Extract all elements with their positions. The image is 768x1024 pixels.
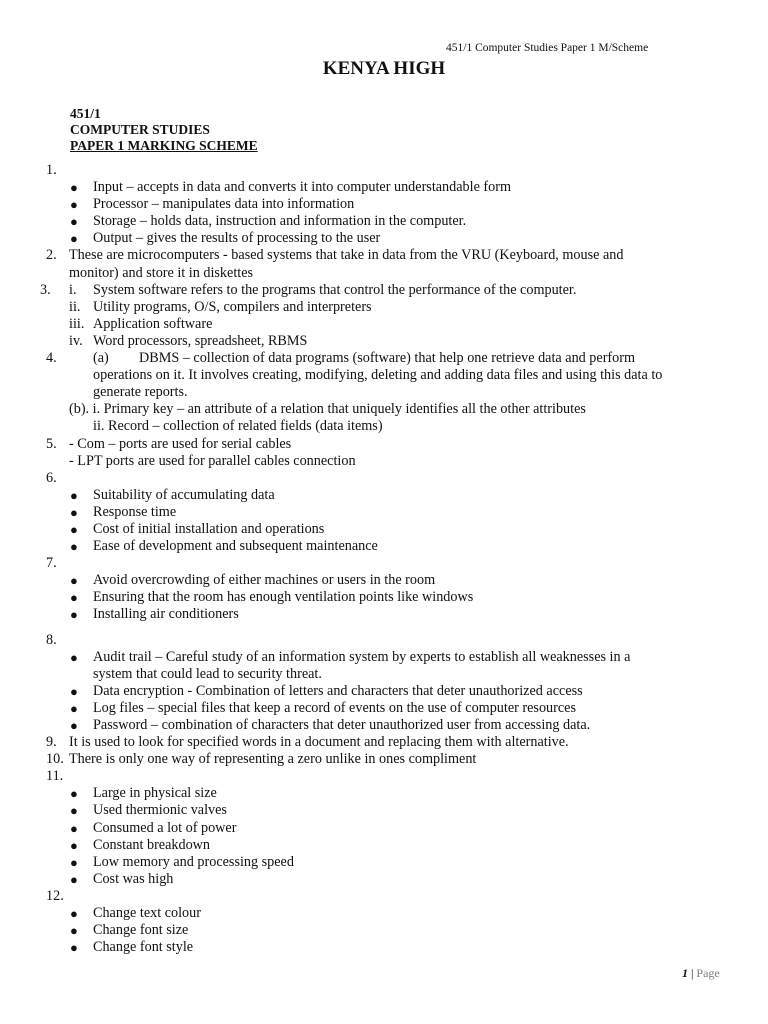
answer-text: operations on it. It involves creating, modifying, deleting and adding data files and using this data to: [93, 367, 663, 384]
list-item: [0, 606, 768, 623]
list-item: [0, 717, 768, 734]
bullet-icon: ●: [70, 197, 78, 213]
paper-heading: [70, 106, 258, 154]
list-item: [0, 230, 768, 247]
answer-text: System software refers to the programs that control the performance of the computer.: [93, 281, 577, 298]
bullet-icon: ●: [70, 180, 78, 196]
answer-text: - Com – ports are used for serial cables: [69, 435, 292, 452]
bullet-icon: ●: [70, 940, 78, 956]
question-4-line: [0, 418, 768, 435]
roman-numeral: iv.: [69, 332, 83, 349]
question-number: 7.: [46, 555, 57, 572]
bullet-icon: ●: [70, 923, 78, 939]
question-6-number-line: [0, 470, 768, 487]
question-number: 5.: [46, 435, 57, 452]
answer-text: There is only one way of representing a zero unlike in ones compliment: [69, 751, 477, 768]
question-number: 8.: [46, 631, 57, 648]
answer-text: Suitability of accumulating data: [93, 486, 275, 503]
question-4-line: [0, 401, 768, 418]
question-number: 9.: [46, 734, 57, 751]
list-item: [0, 802, 768, 819]
answer-text: Word processors, spreadsheet, RBMS: [93, 332, 308, 349]
question-1-number-line: [0, 162, 768, 179]
bullet-icon: ●: [70, 683, 78, 699]
question-2-line: [0, 265, 768, 282]
answer-text: Audit trail – Careful study of an information system by experts to establish all weaknesses in a: [93, 648, 631, 665]
question-8-number-line: [0, 632, 768, 649]
question-12-number-line: [0, 888, 768, 905]
bullet-icon: ●: [70, 803, 78, 819]
question-4-line: [0, 350, 768, 367]
list-item: [0, 196, 768, 213]
answer-text: (b). i. Primary key – an attribute of a relation that uniquely identifies all the other attributes: [69, 401, 586, 418]
answer-text: Used thermionic valves: [93, 802, 227, 819]
question-3-line: [0, 316, 768, 333]
answer-text: Large in physical size: [93, 785, 217, 802]
question-3-line: [0, 282, 768, 299]
bullet-icon: ●: [70, 590, 78, 606]
question-number: 12.: [46, 887, 64, 904]
answer-text: Installing air conditioners: [93, 606, 239, 623]
marking-scheme-body: [0, 162, 768, 956]
question-number: 11.: [46, 768, 64, 785]
answer-text: Application software: [93, 315, 213, 332]
answer-text: It is used to look for specified words in a document and replacing them with alternative.: [69, 734, 569, 751]
bullet-icon: ●: [70, 607, 78, 623]
bullet-icon: ●: [70, 906, 78, 922]
answer-text: Ease of development and subsequent maintenance: [93, 538, 378, 555]
bullet-icon: ●: [70, 231, 78, 247]
question-number: 3.: [40, 281, 51, 298]
part-label: (a): [93, 350, 109, 367]
bullet-icon: ●: [70, 786, 78, 802]
answer-text: Storage – holds data, instruction and information in the computer.: [93, 213, 467, 230]
bullet-icon: ●: [70, 820, 78, 836]
bullet-icon: ●: [70, 871, 78, 887]
question-number: 4.: [46, 350, 57, 367]
running-header: 451/1 Computer Studies Paper 1 M/Scheme: [446, 42, 649, 54]
page-label: Page: [696, 966, 720, 980]
answer-text: Password – combination of characters that deter unauthorized user from accessing data.: [93, 717, 591, 733]
answer-text: monitor) and store it in diskettes: [69, 264, 254, 281]
spacer: [0, 624, 768, 632]
list-item: [0, 820, 768, 837]
list-item-continuation: [0, 666, 768, 683]
list-item: [0, 683, 768, 700]
footer-separator: |: [688, 966, 697, 980]
bullet-icon: ●: [70, 837, 78, 853]
answer-text: Cost was high: [93, 870, 174, 887]
bullet-icon: ●: [70, 539, 78, 555]
answer-text: Change font style: [93, 939, 194, 956]
bullet-icon: ●: [70, 573, 78, 589]
answer-text: These are microcomputers - based systems that take in data from the VRU (Keyboard, mouse and: [69, 247, 624, 264]
answer-text: Change text colour: [93, 905, 201, 922]
answer-text: ii. Record – collection of related fields (data items): [93, 418, 383, 435]
bullet-icon: ●: [70, 649, 78, 665]
answer-text: Input – accepts in data and converts it into computer understandable form: [93, 179, 512, 196]
answer-text: Avoid overcrowding of either machines or users in the room: [93, 572, 436, 589]
question-number: 6.: [46, 469, 57, 486]
subject-name: COMPUTER STUDIES: [70, 122, 210, 137]
list-item: [0, 649, 768, 666]
question-number: 10.: [46, 751, 64, 768]
answer-text: Change font size: [93, 922, 189, 939]
answer-text: Cost of initial installation and operations: [93, 520, 325, 537]
question-5-line: [0, 436, 768, 453]
page-number: 1: [682, 966, 688, 980]
list-item: [0, 854, 768, 871]
answer-text: DBMS – collection of data programs (software) that help one retrieve data and perform: [139, 350, 635, 367]
question-4-line: [0, 384, 768, 401]
roman-numeral: i.: [69, 281, 77, 298]
answer-text: system that could lead to security threat.: [93, 665, 322, 682]
question-5-line: [0, 453, 768, 470]
list-item: [0, 504, 768, 521]
roman-numeral: ii.: [69, 298, 81, 315]
list-item: [0, 922, 768, 939]
list-item: [0, 521, 768, 538]
answer-text: Log files – special files that keep a record of events on the use of computer resources: [93, 699, 576, 716]
bullet-icon: ●: [70, 487, 78, 503]
answer-text: Constant breakdown: [93, 836, 211, 853]
answer-text: Consumed a lot of power: [93, 819, 237, 836]
list-item: [0, 213, 768, 230]
page-title: KENYA HIGH: [322, 58, 446, 79]
question-number: 1.: [46, 162, 57, 178]
bullet-icon: ●: [70, 504, 78, 520]
question-9-line: [0, 734, 768, 751]
page-footer: [682, 966, 720, 981]
list-item: [0, 905, 768, 922]
bullet-icon: ●: [70, 521, 78, 537]
bullet-icon: ●: [70, 718, 78, 733]
bullet-icon: ●: [70, 854, 78, 870]
answer-text: Output – gives the results of processing to the user: [93, 230, 381, 247]
list-item: [0, 871, 768, 888]
question-10-line: [0, 751, 768, 768]
list-item: [0, 487, 768, 504]
answer-text: Ensuring that the room has enough ventilation points like windows: [93, 589, 474, 606]
list-item: [0, 785, 768, 802]
list-item: [0, 179, 768, 196]
answer-text: Response time: [93, 503, 177, 520]
bullet-icon: ●: [70, 214, 78, 230]
paper-code: 451/1: [70, 106, 101, 121]
answer-text: Low memory and processing speed: [93, 853, 294, 870]
question-4-line: [0, 367, 768, 384]
answer-text: Data encryption - Combination of letters and characters that deter unauthorized access: [93, 682, 583, 699]
answer-text: Processor – manipulates data into information: [93, 196, 355, 213]
question-3-line: [0, 333, 768, 350]
list-item: [0, 700, 768, 717]
question-number: 2.: [46, 247, 57, 264]
answer-text: - LPT ports are used for parallel cables connection: [69, 452, 356, 469]
list-item: [0, 837, 768, 854]
question-3-line: [0, 299, 768, 316]
list-item: [0, 538, 768, 555]
question-2-line: [0, 247, 768, 264]
list-item: [0, 589, 768, 606]
list-item: [0, 572, 768, 589]
question-11-number-line: [0, 768, 768, 785]
roman-numeral: iii.: [69, 315, 85, 332]
bullet-icon: ●: [70, 700, 78, 716]
question-7-number-line: [0, 555, 768, 572]
paper-title: PAPER 1 MARKING SCHEME: [70, 138, 258, 153]
answer-text: Utility programs, O/S, compilers and interpreters: [93, 298, 372, 315]
answer-text: generate reports.: [93, 384, 188, 401]
list-item: [0, 939, 768, 956]
